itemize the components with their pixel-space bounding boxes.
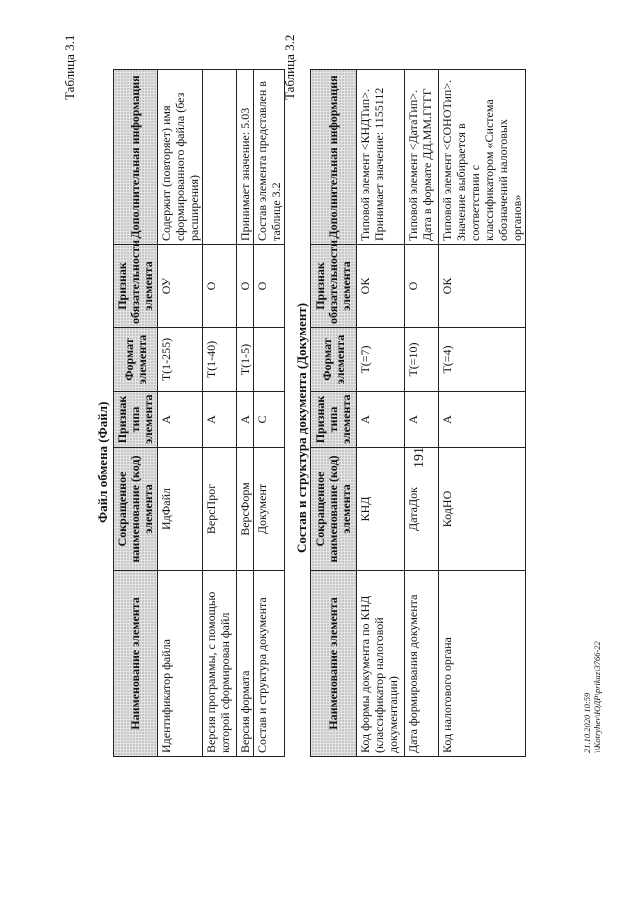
table-cell: Дата формирования документа [405,571,439,757]
table1-header: Признак обязательности элемента [114,245,158,328]
table-cell: Код формы документа по КНД (классификатор налоговой документации) [357,571,405,757]
table-cell [203,70,237,245]
print-stamp [582,641,602,753]
table-cell: Т(1-255) [158,328,203,392]
table-cell: Принимает значение: 5.03 [237,70,254,245]
table2-header: Признак типа элемента [311,392,357,448]
table1-title: Файл обмена (Файл) [95,401,110,523]
table-cell: КодНО [439,448,526,571]
table-cell: О [254,245,285,328]
table-cell: Документ [254,448,285,571]
table2-header: Формат элемента [311,328,357,392]
table-cell: ДатаДок [405,448,439,571]
table-cell: А [405,392,439,448]
table-cell: Типовой элемент <КНДТип>. Принимает значение: 1155112 [357,70,405,245]
table-cell: О [203,245,237,328]
table1-header: Наименование элемента [114,571,158,757]
table-cell: Т(=4) [439,328,526,392]
table1-header-row [114,70,158,757]
table-cell [254,328,285,392]
page-number: 191 [412,447,427,468]
table-cell: КНД [357,448,405,571]
table2-title: Состав и структура документа (Документ) [294,302,309,553]
table-cell: ВерсПрог [203,448,237,571]
table-row [237,70,254,757]
table-cell: О [237,245,254,328]
table-row [357,70,405,757]
table-cell: Т(1-5) [237,328,254,392]
table-cell: Код налогового органа [439,571,526,757]
table-row [405,70,439,757]
table-cell: Версия формата [237,571,254,757]
table1-header: Сокращенное наименование (код) элемента [114,448,158,571]
table1-header: Дополнительная информация [114,70,158,245]
table1 [113,69,285,757]
table-cell: Состав и структура документа [254,571,285,757]
table-cell: ОК [439,245,526,328]
table-cell: А [158,392,203,448]
table-cell: Версия программы, с помощью которой сформирован файл [203,571,237,757]
table2 [310,69,526,757]
table-cell: Т(1-40) [203,328,237,392]
table-cell: А [439,392,526,448]
table1-label: Таблица 3.1 [62,34,77,100]
table1-header: Признак типа элемента [114,392,158,448]
table-cell: ВерсФорм [237,448,254,571]
table-cell: Содержит (повторяет) имя сформированного файла (без расширения) [158,70,203,245]
table2-header: Сокращенное наименование (код) элемента [311,448,357,571]
stamp-path: \\Kotryhev\ЮДР\prikaz\3766-22 [592,641,602,753]
table1-header: Формат элемента [114,328,158,392]
table-row [158,70,203,757]
table-cell: А [237,392,254,448]
table-cell: О [405,245,439,328]
table-row [439,70,526,757]
table-cell: С [254,392,285,448]
table-cell: Типовой элемент <СОНОТип>. Значение выбирается в соответствии с классификатором «Система обозначений налоговых органов» [439,70,526,245]
table2-header: Дополнительная информация [311,70,357,245]
table-cell: ОК [357,245,405,328]
table-cell: Состав элемента представлен в таблице 3.2 [254,70,285,245]
stamp-datetime: 21.10.2020 10:59 [582,692,592,753]
table-cell: Т(=7) [357,328,405,392]
table-cell: Типовой элемент <ДатаТип>. Дата в формате ДД.ММ.ГГГГ [405,70,439,245]
table2-label: Таблица 3.2 [282,34,297,100]
table-cell: Т(=10) [405,328,439,392]
table2-header-row [311,70,357,757]
table-row [203,70,237,757]
table-cell: А [357,392,405,448]
table-cell: Идентификатор файла [158,571,203,757]
table2-header: Признак обязательности элемента [311,245,357,328]
table-cell: ИдФайл [158,448,203,571]
table-cell: А [203,392,237,448]
table2-header: Наименование элемента [311,571,357,757]
table-row [254,70,285,757]
table-cell: ОУ [158,245,203,328]
